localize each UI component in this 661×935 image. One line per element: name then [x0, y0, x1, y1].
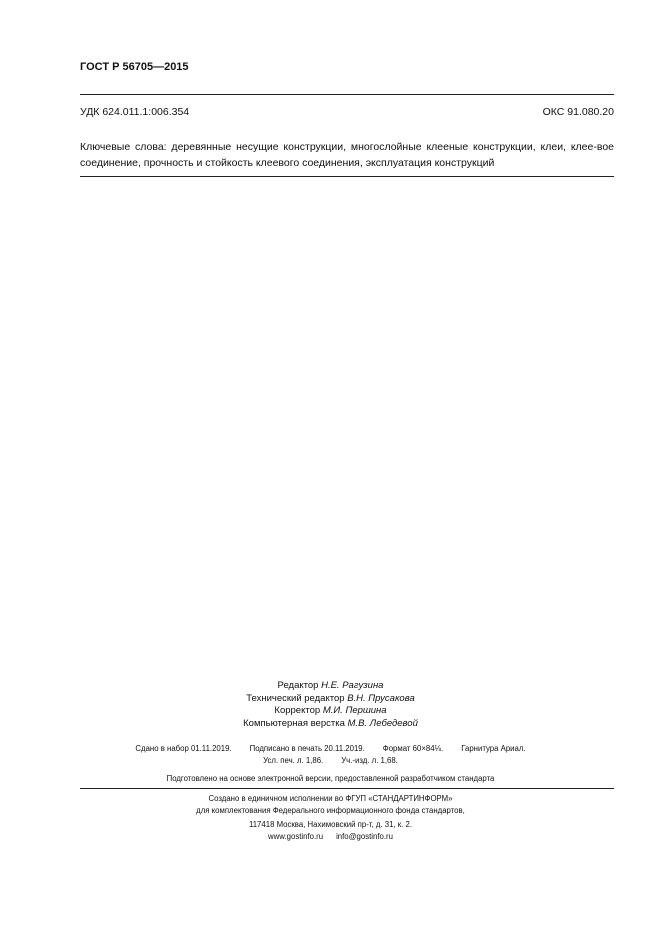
- divider: [80, 94, 614, 95]
- divider: [80, 788, 614, 789]
- keywords: Ключевые слова: деревянные несущие конструкции, многослойные клееные конструкции, клеи, клее-вое соединение, прочность и стойкость клеевого соединения, эксплуатация конструкций: [80, 141, 614, 169]
- standard-id: ГОСТ Р 56705—2015: [80, 61, 189, 73]
- email-link[interactable]: info@gostinfo.ru: [336, 832, 393, 841]
- credit-corrector: Корректор М.И. Першина: [274, 705, 387, 716]
- credit-tech-editor: Технический редактор В.Н. Прусакова: [246, 692, 415, 704]
- divider: [80, 176, 614, 177]
- credit-editor: Редактор Н.Е. Рагузина: [277, 680, 384, 691]
- oks-code: ОКС 91.080.20: [542, 106, 614, 118]
- credits: [0, 680, 661, 730]
- credit-layout: Компьютерная верстка М.В. Лебедевой: [243, 717, 418, 729]
- prepared-note: Подготовлено на основе электронной версии, предоставленной разработчиком стандарта: [166, 774, 495, 783]
- publication-line-1: Сдано в набор 01.11.2019. Подписано в печать 20.11.2019. Формат 60×84⅛. Гарнитура Ариал.: [135, 744, 526, 753]
- website-link[interactable]: www.gostinfo.ru: [268, 832, 324, 841]
- udk-code: УДК 624.011.1:006.354: [80, 106, 190, 118]
- publisher-footer: Создано в единичном исполнении во ФГУП «СТАНДАРТИНФОРМ» для комплектования Федерального информационного фонда стандартов, 117418 Москва, Нахимовский пр-т, д. 31, к. 2. www.gostinfo.ru info@gostinfo.ru: [196, 794, 465, 841]
- publication-line-2: Усл. печ. л. 1,86. Уч.-изд. л. 1,68.: [263, 756, 398, 765]
